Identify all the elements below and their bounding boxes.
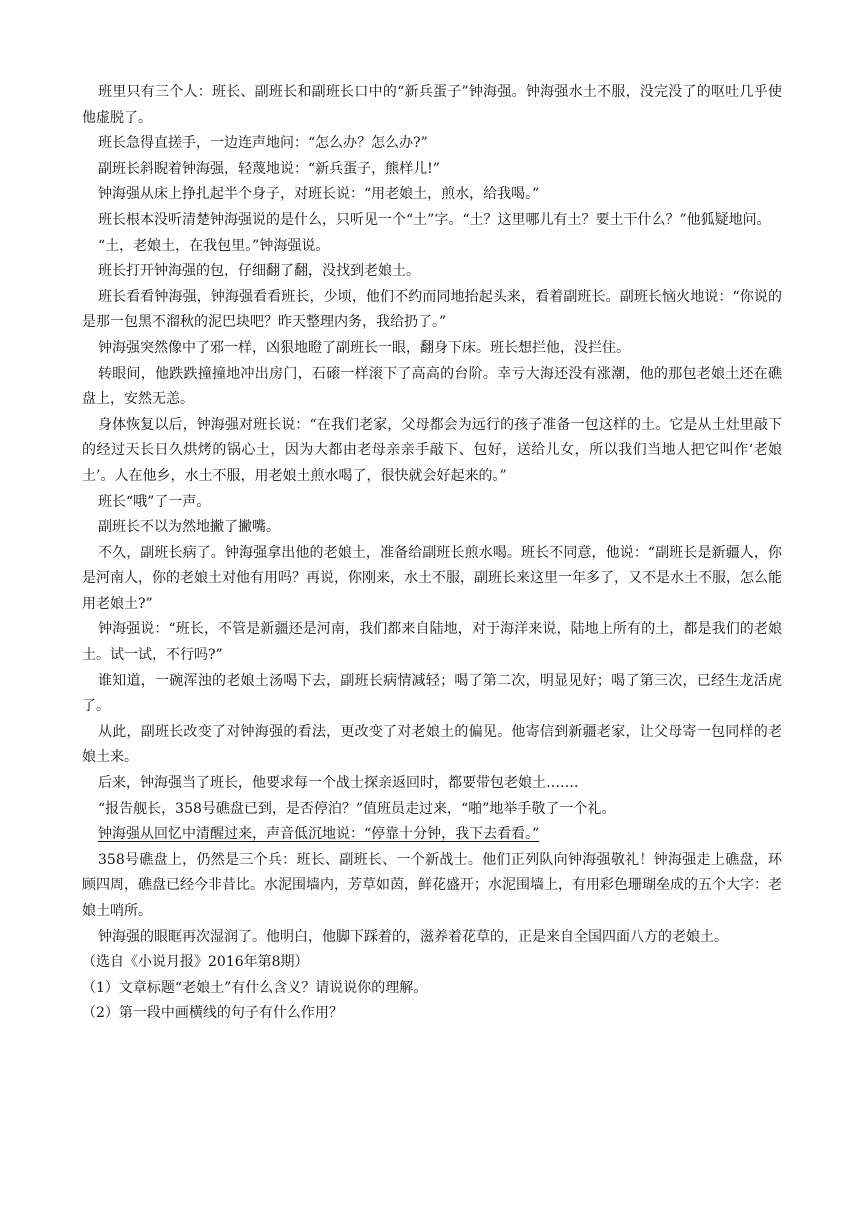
article: [82, 80, 782, 1027]
paragraph-16: 谁知道，一碗浑浊的老娘土汤喝下去，副班长病情减轻；喝了第二次，明显见好；喝了第三次，已经生龙活虎了。: [82, 672, 782, 715]
paragraph-10: 转眼间，他跌跌撞撞地冲出房门，石磙一样滚下了高高的台阶。幸亏大海还没有涨潮，他的那包老娘土还在礁盘上，安然无恙。: [82, 365, 782, 408]
paragraph-2: 班长急得直搓手，一边连声地问：“怎么办？怎么办?”: [98, 135, 428, 152]
paragraph-21: 358号礁盘上，仍然是三个兵：班长、副班长、一个新战士。他们正列队向钟海强敬礼！钟海强走上礁盘，环顾四周，礁盘已经今非昔比。水泥围墙内，芳草如茵，鲜花盛开；水泥围墙上，有用彩色珊瑚垒成的五个大字：老娘土哨所。: [82, 851, 782, 919]
paragraph-1: 班里只有三个人：班长、副班长和副班长口中的“新兵蛋子”钟海强。钟海强水土不服，没完没了的呕吐几乎使他虚脱了。: [82, 84, 782, 126]
paragraph-13: 副班长不以为然地撇了撇嘴。: [98, 519, 280, 536]
paragraph-22: 钟海强的眼眶再次湿润了。他明白，他脚下踩着的，滋养着花草的，正是来自全国四面八方的老娘土。: [98, 928, 728, 945]
paragraph-14: 不久，副班长病了。钟海强拿出他的老娘土，准备给副班长煎水喝。班长不同意，他说：“副班长是新疆人，你是河南人，你的老娘土对他有用吗？再说，你刚来，水土不服，副班长来这里一年多了，又不是水土不服，怎么能用老娘土?”: [82, 544, 782, 612]
paragraph-5: 班长根本没听清楚钟海强说的是什么，只听见一个“土”字。“土？这里哪儿有土？要土干什么？”他狐疑地问。: [98, 211, 771, 228]
paragraph-19: “报告舰长，358号礁盘已到，是否停泊？”值班员走过来，“啪”地举手敬了一个礼。: [98, 800, 616, 817]
question-2: （2）第一段中画横线的句子有什么作用？: [82, 1005, 343, 1022]
paragraph-7: 班长打开钟海强的包，仔细翻了翻，没找到老娘土。: [98, 263, 420, 280]
paragraph-8: 班长看看钟海强，钟海强看看班长，少顷，他们不约而同地抬起头来，看着副班长。副班长恼火地说：“你说的是那一包黑不溜秋的泥巴块吧？昨天整理内务，我给扔了。”: [82, 288, 782, 331]
paragraph-9: 钟海强突然像中了邪一样，凶狠地瞪了副班长一眼，翻身下床。班长想拦他，没拦住。: [98, 339, 630, 356]
paragraph-17: 从此，副班长改变了对钟海强的看法，更改变了对老娘土的偏见。他寄信到新疆老家，让父母寄一包同样的老娘土来。: [82, 723, 782, 766]
paragraph-15: 钟海强说：“班长，不管是新疆还是河南，我们都来自陆地，对于海洋来说，陆地上所有的土，都是我们的老娘土。试一试，不行吗?”: [82, 621, 782, 664]
paragraph-6: “土，老娘土，在我包里。”钟海强说。: [98, 237, 330, 254]
paragraph-11: 身体恢复以后，钟海强对班长说：“在我们老家，父母都会为远行的孩子准备一包这样的土。它是从土灶里敲下的经过天长日久烘烤的锅心土，因为大都由老母亲亲手敲下、包好，送给儿女，所以我们当地人把它叫作‘老娘土’。人在他乡，水土不服，用老娘土煎水喝了，很快就会好起来的。”: [82, 416, 782, 484]
underlined-sentence: 钟海强从回忆中清醒过来，声音低沉地说：“停靠十分钟，我下去看看。”: [98, 826, 540, 843]
paragraph-20-underlined: [82, 822, 782, 848]
paragraph-4: 钟海强从床上挣扎起半个身子，对班长说：“用老娘土，煎水，给我喝。”: [98, 186, 540, 203]
paragraph-12: 班长“哦”了一声。: [98, 493, 211, 510]
question-1: （1）文章标题“老娘土”有什么含义？请说说你的理解。: [82, 979, 428, 996]
paragraph-3: 副班长斜睨着钟海强，轻蔑地说：“新兵蛋子，熊样儿!”: [98, 160, 440, 177]
source-citation: （选自《小说月报》2016年第8期）: [82, 954, 309, 971]
paragraph-18: 后来，钟海强当了班长，他要求每一个战士探亲返回时，都要带包老娘土…….: [98, 775, 579, 792]
